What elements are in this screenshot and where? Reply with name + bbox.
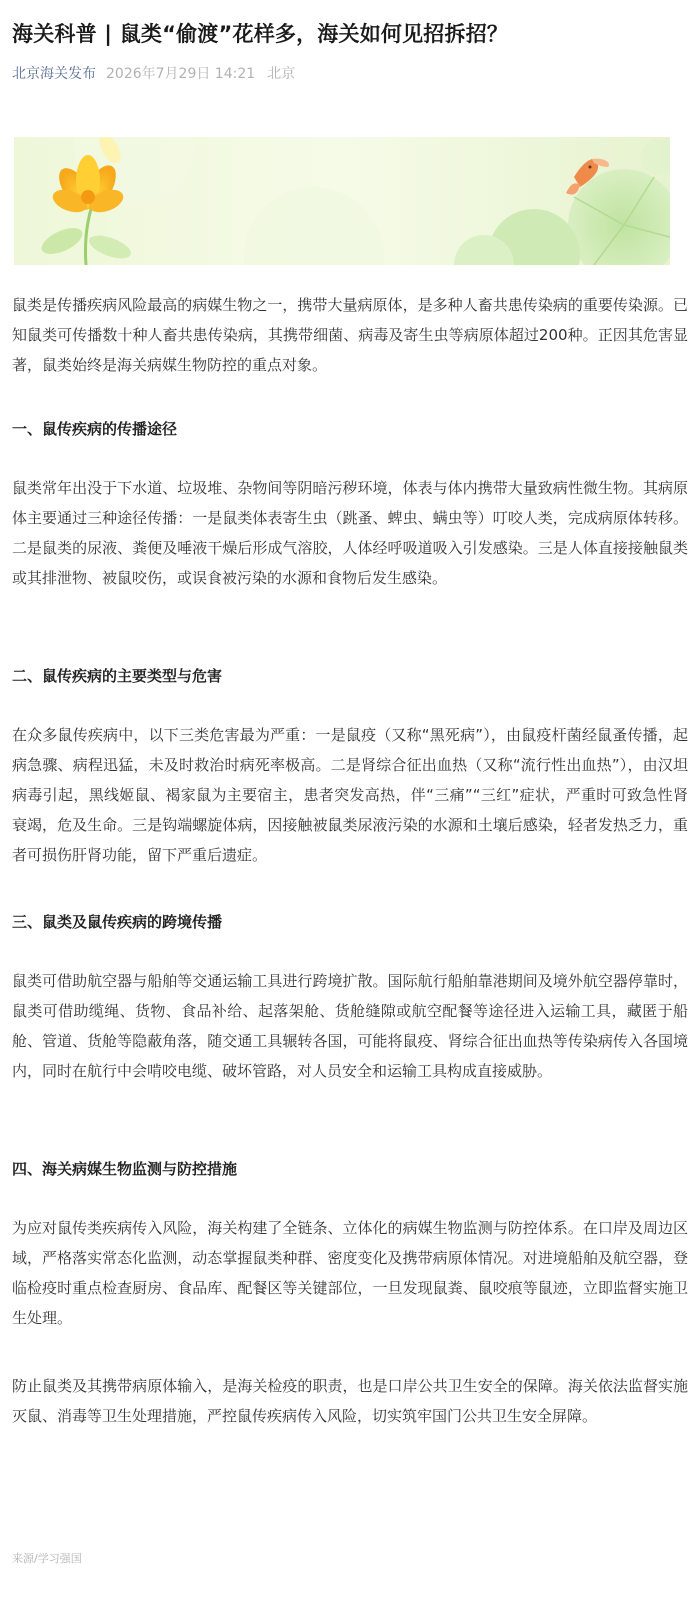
account-name-link[interactable]: 北京海关发布 [12,66,96,82]
publish-location: 北京 [267,66,296,82]
banner-image [14,137,670,265]
section-4-paragraph-2: 防止鼠类及其携带病原体输入，是海关检疫的职责，也是口岸公共卫生安全的保障。海关依法监督实施灭鼠、消毒等卫生处理措施，严控鼠传疾病传入风险，切实筑牢国门公共卫生安全屏障。 [12,1377,688,1425]
section-1-paragraph: 鼠类常年出没于下水道、垃圾堆、杂物间等阴暗污秽环境，体表与体内携带大量致病性微生物。其病原体主要通过三种途径传播：一是鼠类体表寄生虫（跳蚤、蜱虫、螨虫等）叮咬人类，完成病原体转移。二是鼠类的尿液、粪便及唾液干燥后形成气溶胶，人体经呼吸道吸入引发感染。三是人体直接接触鼠类或其排泄物、被鼠咬伤，或误食被污染的水源和食物后发生感染。 [12,479,688,587]
section-4-paragraph-1: 为应对鼠传类疾病传入风险，海关构建了全链条、立体化的病媒生物监测与防控体系。在口岸及周边区域，严格落实常态化监测，动态掌握鼠类种群、密度变化及携带病原体情况。对进境船舶及航空器，登临检疫时重点检查厨房、食品库、配餐区等关键部位，一旦发现鼠粪、鼠咬痕等鼠迹，立即监督实施卫生处理。 [12,1219,688,1327]
section-heading-2: 二、鼠传疾病的主要类型与危害 [12,667,223,685]
intro-paragraph: 鼠类是传播疾病风险最高的病媒生物之一，携带大量病原体，是多种人畜共患传染病的重要传染源。已知鼠类可传播数十种人畜共患传染病，其携带细菌、病毒及寄生虫等病原体超过200种。正因其危害显著，鼠类始终是海关病媒生物防控的重点对象。 [12,296,688,374]
article-title: 海关科普 | 鼠类“偷渡”花样多，海关如何见招拆招？ [12,22,509,46]
section-heading-4: 四、海关病媒生物监测与防控措施 [12,1160,238,1178]
article-meta [12,64,295,84]
section-heading-3: 三、鼠类及鼠传疾病的跨境传播 [12,913,223,931]
section-3-paragraph: 鼠类可借助航空器与船舶等交通运输工具进行跨境扩散。国际航行船舶靠港期间及境外航空器停靠时，鼠类可借助缆绳、货物、食品补给、起落架舱、货舱缝隙或航空配餐等途径进入运输工具，藏匿于船舱、管道、货舱等隐蔽角落，随交通工具辗转各国，可能将鼠疫、肾综合征出血热等传染病传入各国境内，同时在航行中会啃咬电缆、破坏管路，对人员安全和运输工具构成直接威胁。 [12,972,688,1080]
publish-date: 2026年7月29日 14:21 [106,66,256,82]
source-note: 来源/学习强国 [12,1552,82,1565]
section-2-paragraph: 在众多鼠传疾病中，以下三类危害最为严重：一是鼠疫（又称“黑死病”），由鼠疫杆菌经鼠蚤传播，起病急骤、病程迅猛，未及时救治时病死率极高。二是肾综合征出血热（又称“流行性出血热”），由汉坦病毒引起，黑线姬鼠、褐家鼠为主要宿主，患者突发高热，伴“三痛”“三红”症状，严重时可致急性肾衰竭，危及生命。三是钩端螺旋体病，因接触被鼠类尿液污染的水源和土壤后感染，轻者发热乏力，重者可损伤肝肾功能，留下严重后遗症。 [12,726,688,864]
section-heading-1: 一、鼠传疾病的传播途径 [12,420,178,438]
